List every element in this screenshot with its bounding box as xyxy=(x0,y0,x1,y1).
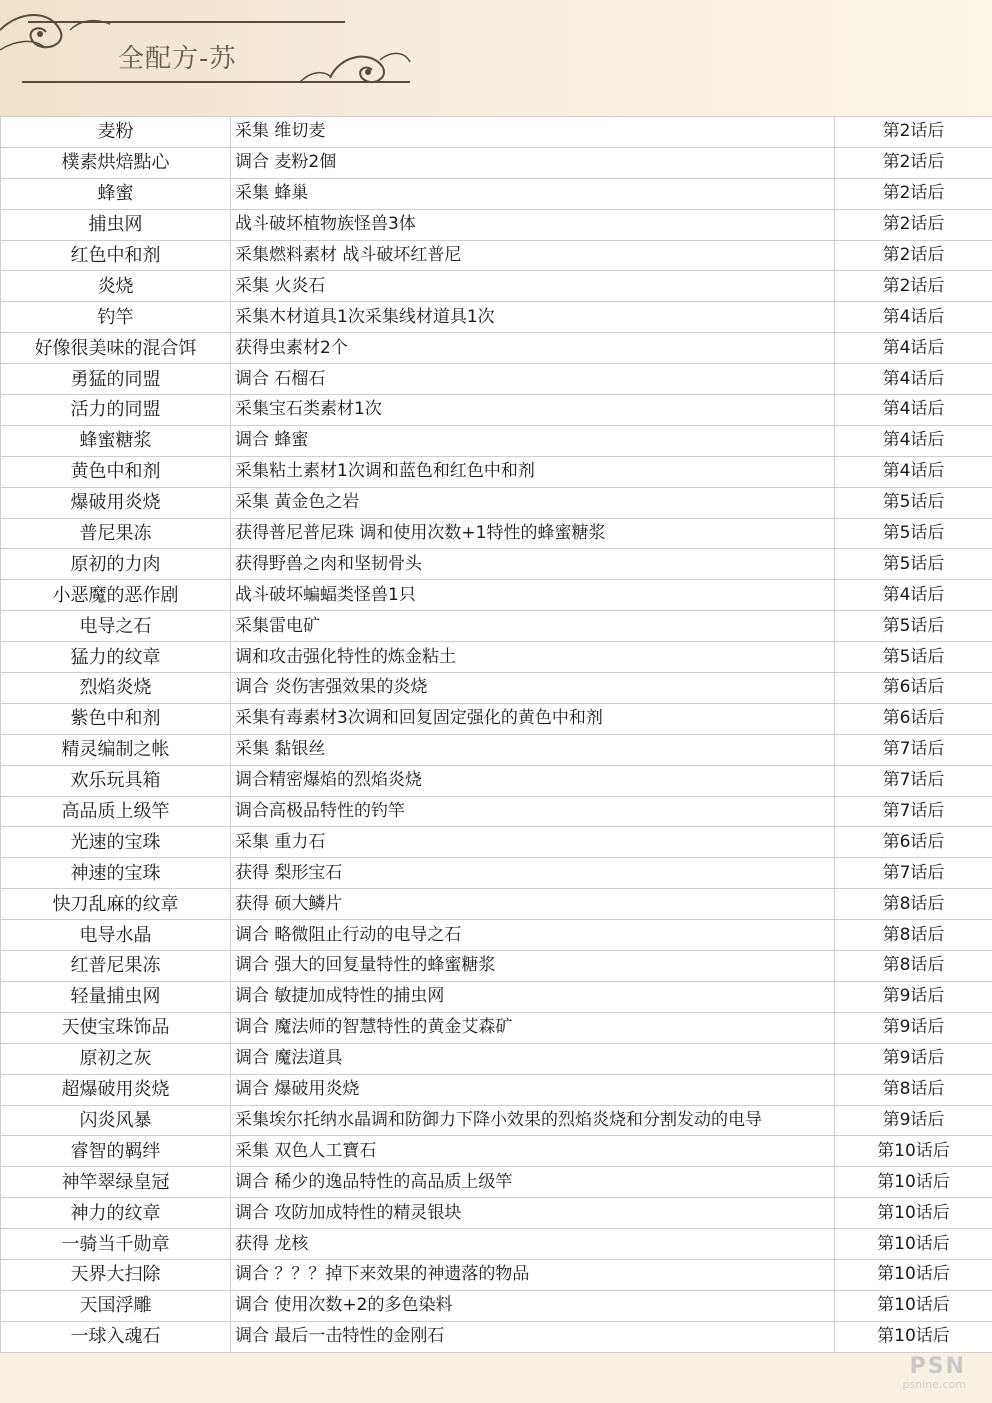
recipe-ingredients-cell: 采集有毒素材3次调和回复固定强化的黄色中和剂 xyxy=(231,703,835,734)
recipe-name-cell: 活力的同盟 xyxy=(1,395,231,426)
unlock-chapter-cell: 第8话后 xyxy=(835,1074,992,1105)
recipe-ingredients-cell: 调合 石榴石 xyxy=(231,364,835,395)
recipe-name-cell: 爆破用炎烧 xyxy=(1,487,231,518)
recipe-name-cell: 电导之石 xyxy=(1,611,231,642)
recipe-name-cell: 樸素烘焙點心 xyxy=(1,147,231,178)
table-row xyxy=(1,858,992,889)
table-row xyxy=(1,333,992,364)
table-row xyxy=(1,395,992,426)
recipe-ingredients-cell: 采集粘土素材1次调和蓝色和红色中和剂 xyxy=(231,456,835,487)
recipe-name-cell: 蜂蜜糖浆 xyxy=(1,425,231,456)
unlock-chapter-cell: 第6话后 xyxy=(835,827,992,858)
recipe-ingredients-cell: 采集宝石类素材1次 xyxy=(231,395,835,426)
table-row xyxy=(1,302,992,333)
unlock-chapter-cell: 第8话后 xyxy=(835,889,992,920)
watermark-url: psnine.com xyxy=(902,1378,966,1391)
recipe-name-cell: 炎烧 xyxy=(1,271,231,302)
table-row xyxy=(1,178,992,209)
recipe-name-cell: 天国浮雕 xyxy=(1,1290,231,1321)
unlock-chapter-cell: 第8话后 xyxy=(835,920,992,951)
table-row xyxy=(1,147,992,178)
recipe-ingredients-cell: 调和攻击强化特性的炼金粘土 xyxy=(231,642,835,673)
recipe-name-cell: 红普尼果冻 xyxy=(1,951,231,982)
table-row xyxy=(1,734,992,765)
recipe-name-cell: 好像很美味的混合饵 xyxy=(1,333,231,364)
unlock-chapter-cell: 第4话后 xyxy=(835,456,992,487)
unlock-chapter-cell: 第2话后 xyxy=(835,209,992,240)
unlock-chapter-cell: 第6话后 xyxy=(835,703,992,734)
table-row xyxy=(1,271,992,302)
table-row xyxy=(1,642,992,673)
unlock-chapter-cell: 第2话后 xyxy=(835,117,992,148)
recipe-name-cell: 红色中和剂 xyxy=(1,240,231,271)
recipe-ingredients-cell: 获得虫素材2个 xyxy=(231,333,835,364)
recipe-name-cell: 紫色中和剂 xyxy=(1,703,231,734)
recipe-ingredients-cell: 调合 攻防加成特性的精灵银块 xyxy=(231,1198,835,1229)
unlock-chapter-cell: 第7话后 xyxy=(835,765,992,796)
unlock-chapter-cell: 第7话后 xyxy=(835,734,992,765)
unlock-chapter-cell: 第4话后 xyxy=(835,302,992,333)
table-row xyxy=(1,1043,992,1074)
table-row xyxy=(1,518,992,549)
unlock-chapter-cell: 第2话后 xyxy=(835,147,992,178)
recipe-name-cell: 天使宝珠饰品 xyxy=(1,1012,231,1043)
unlock-chapter-cell: 第4话后 xyxy=(835,580,992,611)
recipe-ingredients-cell: 战斗破坏植物族怪兽3体 xyxy=(231,209,835,240)
recipe-ingredients-cell: 调合 使用次数+2的多色染料 xyxy=(231,1290,835,1321)
recipe-name-cell: 钓竿 xyxy=(1,302,231,333)
table-row xyxy=(1,1321,992,1352)
unlock-chapter-cell: 第9话后 xyxy=(835,1105,992,1136)
table-row xyxy=(1,549,992,580)
recipe-ingredients-cell: 调合 ？？？掉下来效果的神遗落的物品 xyxy=(231,1259,835,1290)
table-row xyxy=(1,981,992,1012)
unlock-chapter-cell: 第5话后 xyxy=(835,642,992,673)
recipe-name-cell: 精灵编制之帐 xyxy=(1,734,231,765)
recipe-ingredients-cell: 采集 蜂巢 xyxy=(231,178,835,209)
recipe-name-cell: 猛力的纹章 xyxy=(1,642,231,673)
recipe-name-cell: 一骑当千勋章 xyxy=(1,1229,231,1260)
unlock-chapter-cell: 第8话后 xyxy=(835,951,992,982)
recipe-name-cell: 高品质上级竿 xyxy=(1,796,231,827)
table-row xyxy=(1,827,992,858)
recipe-ingredients-cell: 采集雷电矿 xyxy=(231,611,835,642)
recipe-name-cell: 小恶魔的恶作剧 xyxy=(1,580,231,611)
unlock-chapter-cell: 第4话后 xyxy=(835,333,992,364)
unlock-chapter-cell: 第10话后 xyxy=(835,1321,992,1352)
recipe-ingredients-cell: 采集 重力石 xyxy=(231,827,835,858)
recipe-ingredients-cell: 采集埃尔托纳水晶调和防御力下降小效果的烈焰炎烧和分割发动的电导 xyxy=(231,1105,835,1136)
recipe-ingredients-cell: 采集 火炎石 xyxy=(231,271,835,302)
recipe-ingredients-cell: 调合 敏捷加成特性的捕虫网 xyxy=(231,981,835,1012)
unlock-chapter-cell: 第5话后 xyxy=(835,518,992,549)
table-row xyxy=(1,425,992,456)
table-row xyxy=(1,1229,992,1260)
recipe-name-cell: 捕虫网 xyxy=(1,209,231,240)
table-row xyxy=(1,1012,992,1043)
table-row xyxy=(1,920,992,951)
unlock-chapter-cell: 第9话后 xyxy=(835,981,992,1012)
table-row xyxy=(1,1167,992,1198)
unlock-chapter-cell: 第2话后 xyxy=(835,271,992,302)
recipe-name-cell: 原初的力肉 xyxy=(1,549,231,580)
recipe-ingredients-cell: 调合 魔法道具 xyxy=(231,1043,835,1074)
recipe-table xyxy=(0,116,992,1353)
recipe-ingredients-cell: 调合 强大的回复量特性的蜂蜜糖浆 xyxy=(231,951,835,982)
unlock-chapter-cell: 第7话后 xyxy=(835,796,992,827)
recipe-ingredients-cell: 调合 最后一击特性的金刚石 xyxy=(231,1321,835,1352)
table-row xyxy=(1,796,992,827)
recipe-name-cell: 天界大扫除 xyxy=(1,1259,231,1290)
table-row xyxy=(1,889,992,920)
recipe-name-cell: 烈焰炎烧 xyxy=(1,673,231,704)
table-row xyxy=(1,1105,992,1136)
recipe-name-cell: 神竿翠绿皇冠 xyxy=(1,1167,231,1198)
unlock-chapter-cell: 第10话后 xyxy=(835,1259,992,1290)
recipe-ingredients-cell: 采集燃料素材 战斗破坏红普尼 xyxy=(231,240,835,271)
table-row xyxy=(1,1136,992,1167)
table-row xyxy=(1,117,992,148)
recipe-name-cell: 超爆破用炎烧 xyxy=(1,1074,231,1105)
recipe-ingredients-cell: 调合 爆破用炎烧 xyxy=(231,1074,835,1105)
unlock-chapter-cell: 第2话后 xyxy=(835,178,992,209)
unlock-chapter-cell: 第5话后 xyxy=(835,611,992,642)
recipe-name-cell: 一球入魂石 xyxy=(1,1321,231,1352)
recipe-name-cell: 欢乐玩具箱 xyxy=(1,765,231,796)
recipe-ingredients-cell: 采集 黏银丝 xyxy=(231,734,835,765)
recipe-name-cell: 神力的纹章 xyxy=(1,1198,231,1229)
recipe-ingredients-cell: 获得普尼普尼珠 调和使用次数+1特性的蜂蜜糖浆 xyxy=(231,518,835,549)
recipe-ingredients-cell: 战斗破坏蝙蝠类怪兽1只 xyxy=(231,580,835,611)
recipe-name-cell: 原初之灰 xyxy=(1,1043,231,1074)
page-header xyxy=(0,0,992,116)
table-row xyxy=(1,1259,992,1290)
recipe-name-cell: 电导水晶 xyxy=(1,920,231,951)
unlock-chapter-cell: 第4话后 xyxy=(835,395,992,426)
table-row xyxy=(1,1198,992,1229)
table-row xyxy=(1,364,992,395)
table-row xyxy=(1,456,992,487)
recipe-ingredients-cell: 调合高极品特性的钓竿 xyxy=(231,796,835,827)
recipe-ingredients-cell: 采集 维切麦 xyxy=(231,117,835,148)
table-row xyxy=(1,580,992,611)
recipe-name-cell: 蜂蜜 xyxy=(1,178,231,209)
recipe-name-cell: 麦粉 xyxy=(1,117,231,148)
recipe-name-cell: 睿智的羁绊 xyxy=(1,1136,231,1167)
recipe-ingredients-cell: 获得 龙核 xyxy=(231,1229,835,1260)
table-row xyxy=(1,487,992,518)
page-title: 全配方-苏 xyxy=(118,44,237,74)
unlock-chapter-cell: 第10话后 xyxy=(835,1290,992,1321)
recipe-ingredients-cell: 调合 蜂蜜 xyxy=(231,425,835,456)
unlock-chapter-cell: 第10话后 xyxy=(835,1167,992,1198)
table-row xyxy=(1,209,992,240)
table-row xyxy=(1,673,992,704)
unlock-chapter-cell: 第4话后 xyxy=(835,425,992,456)
watermark-brand: PSN xyxy=(909,1354,966,1379)
recipe-ingredients-cell: 获得野兽之肉和坚韧骨头 xyxy=(231,549,835,580)
recipe-ingredients-cell: 获得 梨形宝石 xyxy=(231,858,835,889)
recipe-name-cell: 光速的宝珠 xyxy=(1,827,231,858)
recipe-ingredients-cell: 获得 硕大鳞片 xyxy=(231,889,835,920)
unlock-chapter-cell: 第4话后 xyxy=(835,364,992,395)
unlock-chapter-cell: 第7话后 xyxy=(835,858,992,889)
unlock-chapter-cell: 第10话后 xyxy=(835,1229,992,1260)
unlock-chapter-cell: 第9话后 xyxy=(835,1043,992,1074)
recipe-name-cell: 快刀乱麻的纹章 xyxy=(1,889,231,920)
recipe-ingredients-cell: 采集木材道具1次采集线材道具1次 xyxy=(231,302,835,333)
recipe-name-cell: 闪炎风暴 xyxy=(1,1105,231,1136)
recipe-ingredients-cell: 采集 黃金色之岩 xyxy=(231,487,835,518)
unlock-chapter-cell: 第5话后 xyxy=(835,549,992,580)
unlock-chapter-cell: 第10话后 xyxy=(835,1136,992,1167)
recipe-name-cell: 轻量捕虫网 xyxy=(1,981,231,1012)
unlock-chapter-cell: 第6话后 xyxy=(835,673,992,704)
table-row xyxy=(1,611,992,642)
recipe-name-cell: 黄色中和剂 xyxy=(1,456,231,487)
recipe-ingredients-cell: 采集 双色人工寶石 xyxy=(231,1136,835,1167)
table-row xyxy=(1,703,992,734)
unlock-chapter-cell: 第5话后 xyxy=(835,487,992,518)
recipe-ingredients-cell: 调合 炎伤害强效果的炎烧 xyxy=(231,673,835,704)
recipe-ingredients-cell: 调合 略微阻止行动的电导之石 xyxy=(231,920,835,951)
unlock-chapter-cell: 第2话后 xyxy=(835,240,992,271)
recipe-ingredients-cell: 调合精密爆焰的烈焰炎烧 xyxy=(231,765,835,796)
table-row xyxy=(1,1074,992,1105)
recipe-name-cell: 勇猛的同盟 xyxy=(1,364,231,395)
recipe-ingredients-cell: 调合 魔法师的智慧特性的黄金艾森矿 xyxy=(231,1012,835,1043)
table-row xyxy=(1,765,992,796)
unlock-chapter-cell: 第9话后 xyxy=(835,1012,992,1043)
recipe-ingredients-cell: 调合 稀少的逸品特性的高品质上级竿 xyxy=(231,1167,835,1198)
recipe-name-cell: 普尼果冻 xyxy=(1,518,231,549)
table-row xyxy=(1,1290,992,1321)
recipe-ingredients-cell: 调合 麦粉2個 xyxy=(231,147,835,178)
table-row xyxy=(1,240,992,271)
table-row xyxy=(1,951,992,982)
unlock-chapter-cell: 第10话后 xyxy=(835,1198,992,1229)
recipe-name-cell: 神速的宝珠 xyxy=(1,858,231,889)
